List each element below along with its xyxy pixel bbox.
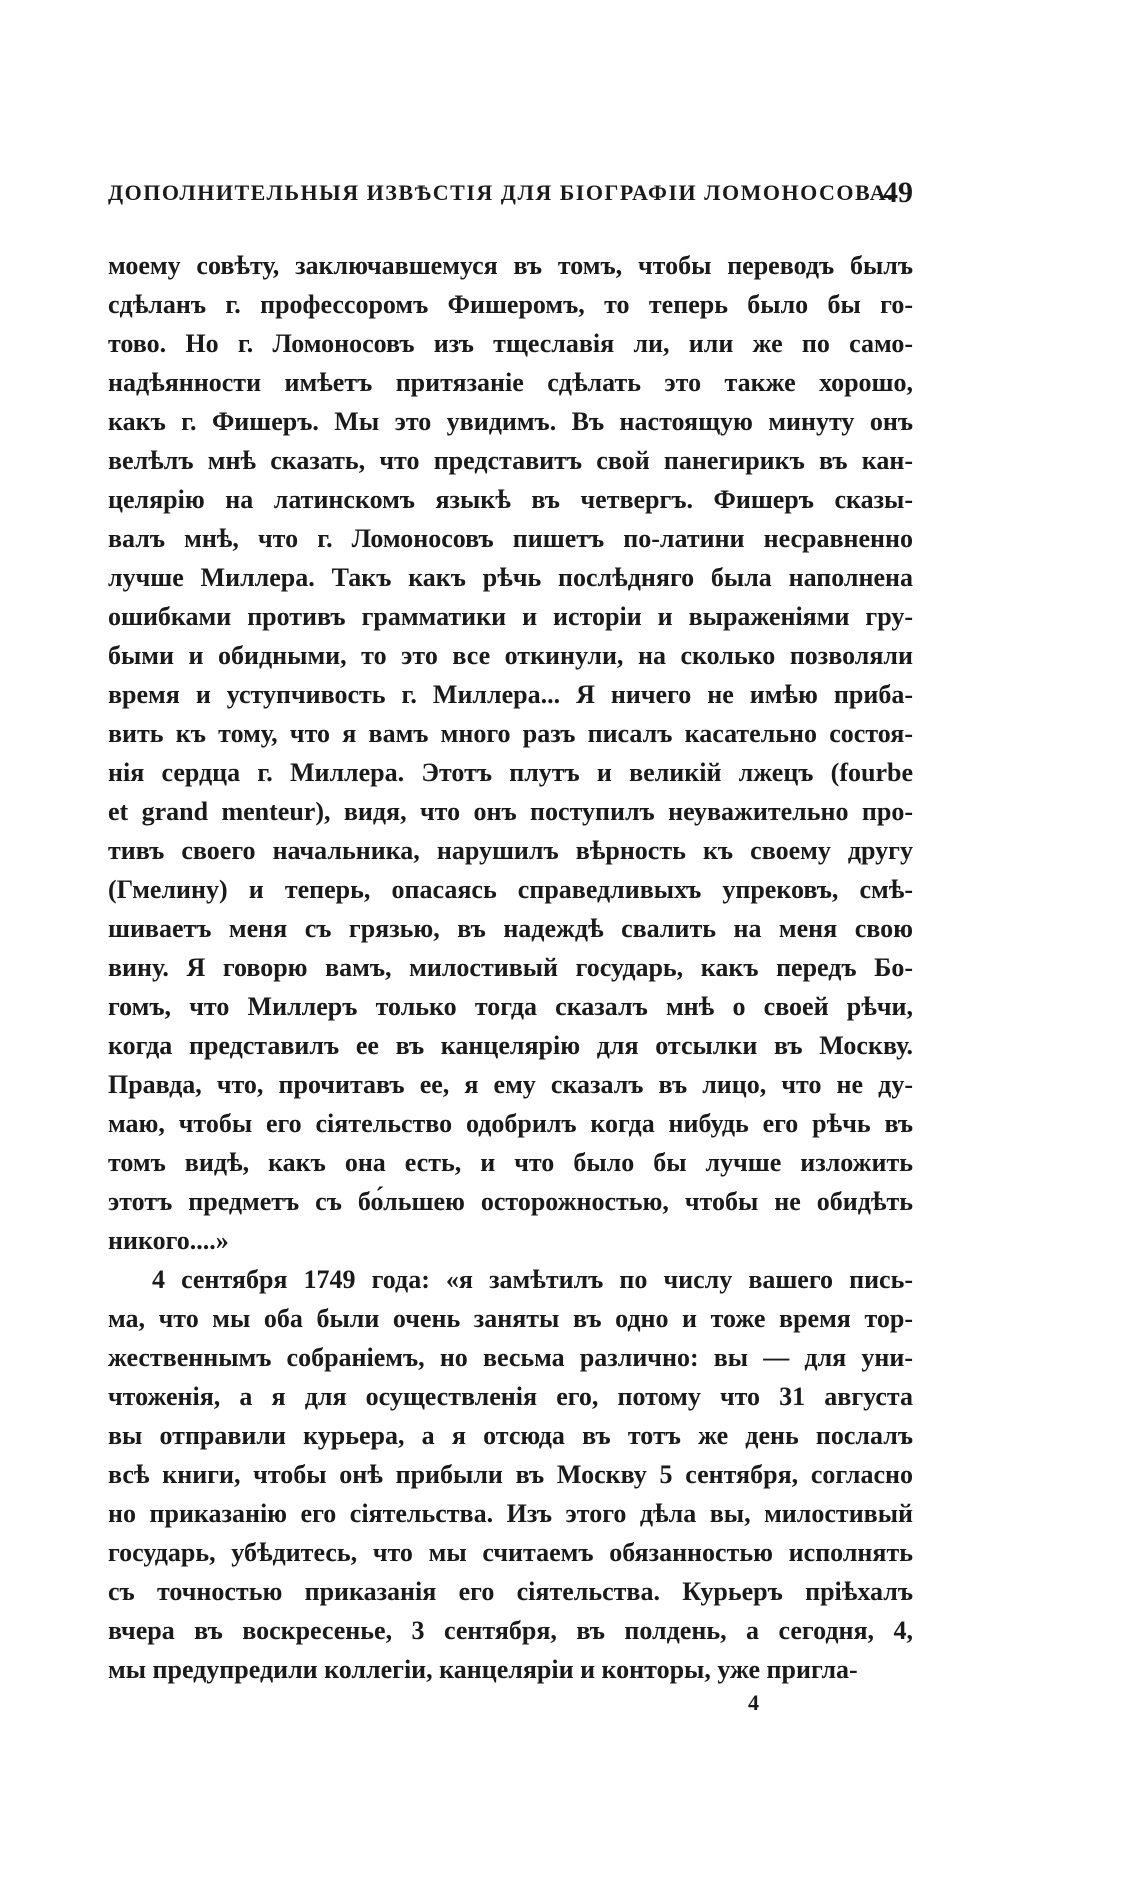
text-line: et grand menteur), видя, что онъ поступилъ неуважительно про-: [108, 797, 913, 826]
text-line: шиваетъ меня съ грязью, въ надеждѣ свалить на меня свою: [108, 914, 913, 943]
running-head: [108, 176, 913, 220]
paragraphs: [108, 246, 913, 1689]
text-line: вчера въ воскресенье, 3 сентября, въ полдень, а сегодня, 4,: [108, 1616, 913, 1645]
text-line: вить къ тому, что я вамъ много разъ писалъ касательно состоя-: [108, 719, 913, 748]
page-number: 49: [883, 176, 913, 209]
text-line: ма, что мы оба были очень заняты въ одно и тоже время тор-: [108, 1304, 913, 1333]
text-line: какъ г. Фишеръ. Мы это увидимъ. Въ настоящую минуту онъ: [108, 407, 913, 436]
text-line: но приказанію его сіятельства. Изъ этого дѣла вы, милостивый: [108, 1499, 913, 1528]
text-line: жественнымъ собраніемъ, но весьма различно: вы — для уни-: [108, 1343, 913, 1372]
text-line: вы отправили курьера, а я отсюда въ тотъ же день послалъ: [108, 1421, 913, 1450]
text-line: валъ мнѣ, что г. Ломоносовъ пишетъ по-латини несравненно: [108, 524, 913, 553]
text-line: мы предупредили коллегіи, канцеляріи и конторы, уже пригла-: [108, 1655, 858, 1684]
text-line: маю, чтобы его сіятельство одобрилъ когда нибудь его рѣчь въ: [108, 1109, 913, 1138]
text-line: время и уступчивость г. Миллера... Я ничего не имѣю приба-: [108, 680, 913, 709]
text-line: надѣянности имѣетъ притязаніе сдѣлать это также хорошо,: [108, 368, 913, 397]
text-line: когда представилъ ее въ канцелярію для отсылки въ Москву.: [108, 1031, 913, 1060]
text-line: этотъ предметъ съ бо́льшею осторожностью, чтобы не обидѣть: [108, 1187, 913, 1216]
text-line: 4 сентября 1749 года: «я замѣтилъ по числу вашего пись-: [152, 1265, 913, 1294]
paragraph: [108, 1260, 913, 1689]
text-line: целярію на латинскомъ языкѣ въ четвергъ. Фишеръ сказы-: [108, 485, 913, 514]
running-title: ДОПОЛНИТЕЛЬНЫЯ ИЗВѢСТІЯ ДЛЯ БІОГРАФІИ ЛОМОНОСОВА.: [108, 180, 895, 205]
text-line: никого....»: [108, 1226, 229, 1255]
signature-mark: 4: [748, 1690, 759, 1715]
text-line: лучше Миллера. Такъ какъ рѣчь послѣдняго была наполнена: [108, 563, 913, 592]
text-line: моему совѣту, заключавшемуся въ томъ, чтобы переводъ былъ: [108, 251, 913, 280]
text-line: быми и обидными, то это все откинули, на сколько позволяли: [108, 641, 913, 670]
text-line: съ точностью приказанія его сіятельства. Курьеръ пріѣхалъ: [108, 1577, 913, 1606]
body-text: [108, 246, 913, 1689]
text-line: всѣ книги, чтобы онѣ прибыли въ Москву 5 сентября, согласно: [108, 1460, 913, 1489]
text-line: сдѣланъ г. профессоромъ Фишеромъ, то теперь было бы го-: [108, 290, 913, 319]
text-line: (Гмелину) и теперь, опасаясь справедливыхъ упрековъ, смѣ-: [108, 875, 913, 904]
text-line: вину. Я говорю вамъ, милостивый государь, какъ передъ Бо-: [108, 953, 913, 982]
text-line: чтоженія, а я для осуществленія его, потому что 31 августа: [108, 1382, 913, 1411]
text-line: Правда, что, прочитавъ ее, я ему сказалъ въ лицо, что не ду-: [108, 1070, 913, 1099]
text-line: тово. Но г. Ломоносовъ изъ тщеславія ли, или же по само-: [108, 329, 913, 358]
text-line: нія сердца г. Миллера. Этотъ плутъ и великій лжецъ (fourbe: [108, 758, 913, 787]
text-line: велѣлъ мнѣ сказать, что представитъ свой панегирикъ въ кан-: [108, 446, 913, 475]
paragraph: [108, 246, 913, 1260]
text-line: ошибками противъ грамматики и исторіи и выраженіями гру-: [108, 602, 913, 631]
text-line: гомъ, что Миллеръ только тогда сказалъ мнѣ о своей рѣчи,: [108, 992, 913, 1021]
text-line: томъ видѣ, какъ она есть, и что было бы лучше изложить: [108, 1148, 913, 1177]
text-line: государь, убѣдитесь, что мы считаемъ обязанностью исполнять: [108, 1538, 913, 1567]
text-line: тивъ своего начальника, нарушилъ вѣрность къ своему другу: [108, 836, 913, 865]
